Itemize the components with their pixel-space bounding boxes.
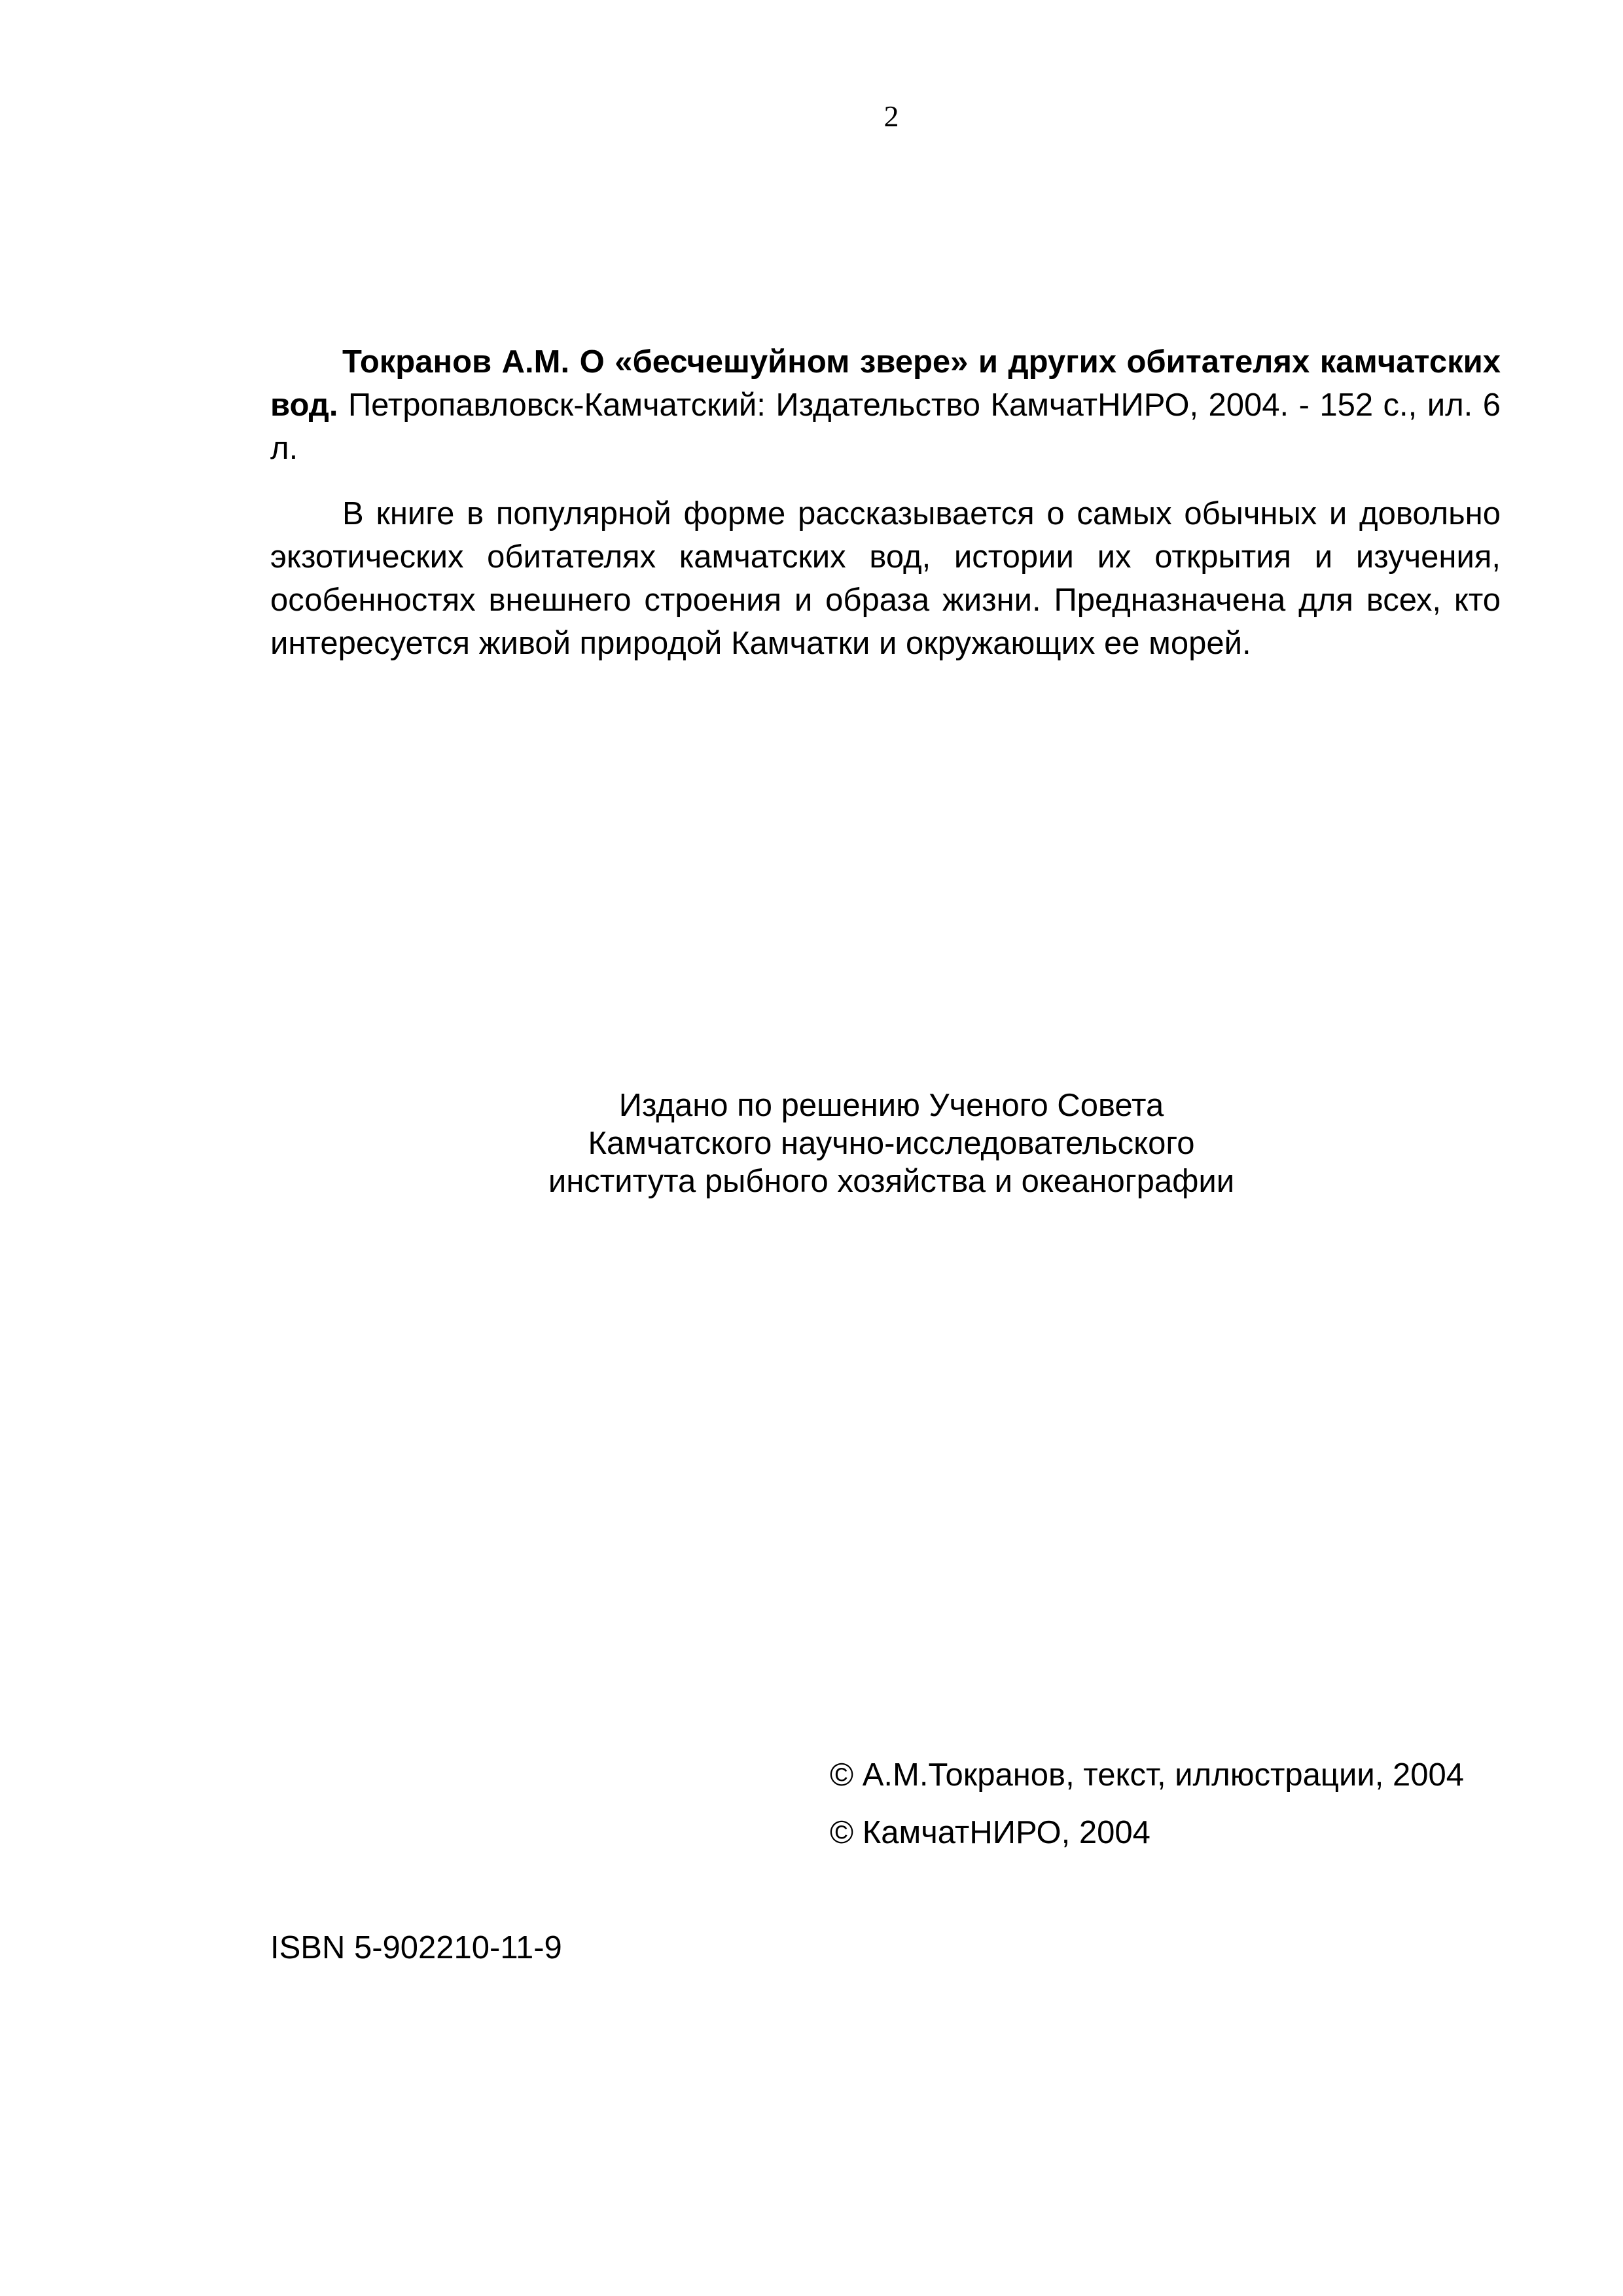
annotation-paragraph: В книге в популярной форме рассказывается о самых обычных и довольно экзотических обитателях камчатских вод, истории их открытия и изучения, особенностях внешнего строения и образа жизни. Предназначена для всех, кто интересуется живой природой Камчатки и окружающих ее морей. xyxy=(270,496,1501,661)
copyright-author: © А.М.Токранов, текст, иллюстрации, 2004 xyxy=(830,1757,1464,1793)
publication-decision xyxy=(0,1086,1623,1200)
copyright-block xyxy=(830,1755,1464,1871)
decision-line: института рыбного хозяйства и океанографии xyxy=(548,1164,1235,1199)
copyright-institute: © КамчатНИРО, 2004 xyxy=(830,1815,1150,1850)
decision-line: Камчатского научно-исследовательского xyxy=(588,1126,1195,1161)
page-number: 2 xyxy=(883,99,899,133)
isbn: ISBN 5-902210-11-9 xyxy=(270,1930,562,1965)
author-and-title: Токранов А.М. О «бесчешуйном звере» и других обитателях камчатских вод. xyxy=(270,344,1501,423)
decision-line: Издано по решению Ученого Совета xyxy=(618,1088,1164,1123)
publication-info: Петропавловск-Камчатский: Издательство КамчатНИРО, 2004. - 152 с., ил. 6 л. xyxy=(270,387,1501,466)
bibliographic-description xyxy=(270,340,1501,470)
